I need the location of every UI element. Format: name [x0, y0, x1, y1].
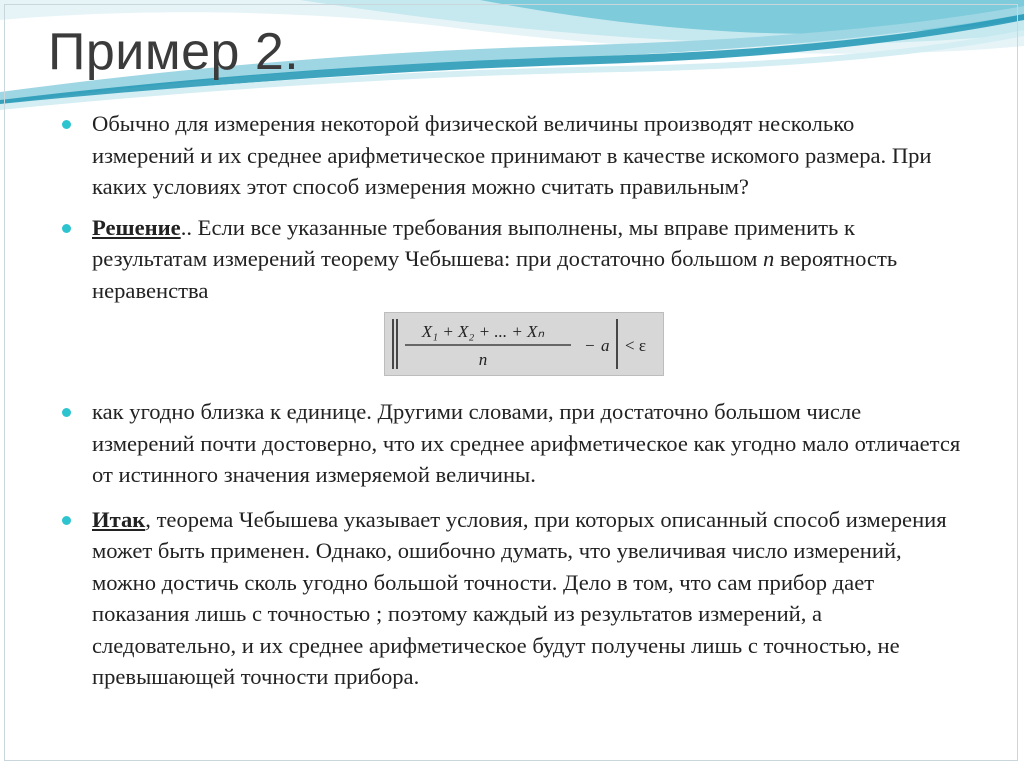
- keyword-summary: Итак: [92, 506, 146, 532]
- formula-minus-term: a: [601, 336, 610, 355]
- variable-n: n: [763, 246, 775, 271]
- bullet-item-question: [62, 108, 962, 203]
- formula-numerator: X₁ + X₂ + ... + Xₙ: [421, 322, 545, 341]
- keyword-solution: Решение: [92, 214, 181, 240]
- formula-container: [62, 306, 962, 396]
- bullet-dot-icon: [62, 516, 71, 525]
- bullet-item-conclusion: [62, 396, 962, 491]
- formula-relation: < ε: [625, 336, 646, 355]
- bullet-dot-icon: [62, 408, 71, 417]
- bullet-text: Обычно для измерения некоторой физической величины производят несколько измерений и их среднее арифметическое принимают в качестве искомого размера. При каких условиях этот способ измерения можно считать правильным?: [92, 111, 932, 199]
- svg-text:−: −: [585, 336, 595, 355]
- bullet-item-solution: [62, 212, 962, 307]
- bullet-text: как угодно близка к единице. Другими словами, при достаточно большом числе измерений почти достоверно, что их среднее арифметическое как угодно мало отличается от истинного значения измеряемой величины.: [92, 399, 961, 487]
- slide-title: Пример 2.: [48, 23, 300, 81]
- bullet-text: .. Если все указанные требования выполнены, мы вправе применить к результатам измерений теорему Чебышева: при достаточно большом: [92, 214, 855, 271]
- slide-content: [62, 108, 962, 693]
- bullet-dot-icon: [62, 224, 71, 233]
- bullet-text-end: вероятность неравенства: [92, 246, 898, 303]
- bullet-text: , теорема Чебышева указывает условия, при которых описанный способ измерения может быть применен. Однако, ошибочно думать, что увеличивая число измерений, можно достичь сколь угодно большой точности. Дело в том, что сам прибор дает показания лишь с точностью ; поэтому каждый из результатов измерений, а следовательно, и их среднее арифметическое будут получены лишь с точностью, не превышающей точности прибора.: [92, 506, 947, 689]
- bullet-dot-icon: [62, 120, 71, 129]
- bullet-item-summary: [62, 504, 962, 693]
- formula-denominator: n: [478, 350, 488, 369]
- formula-image: [384, 312, 664, 376]
